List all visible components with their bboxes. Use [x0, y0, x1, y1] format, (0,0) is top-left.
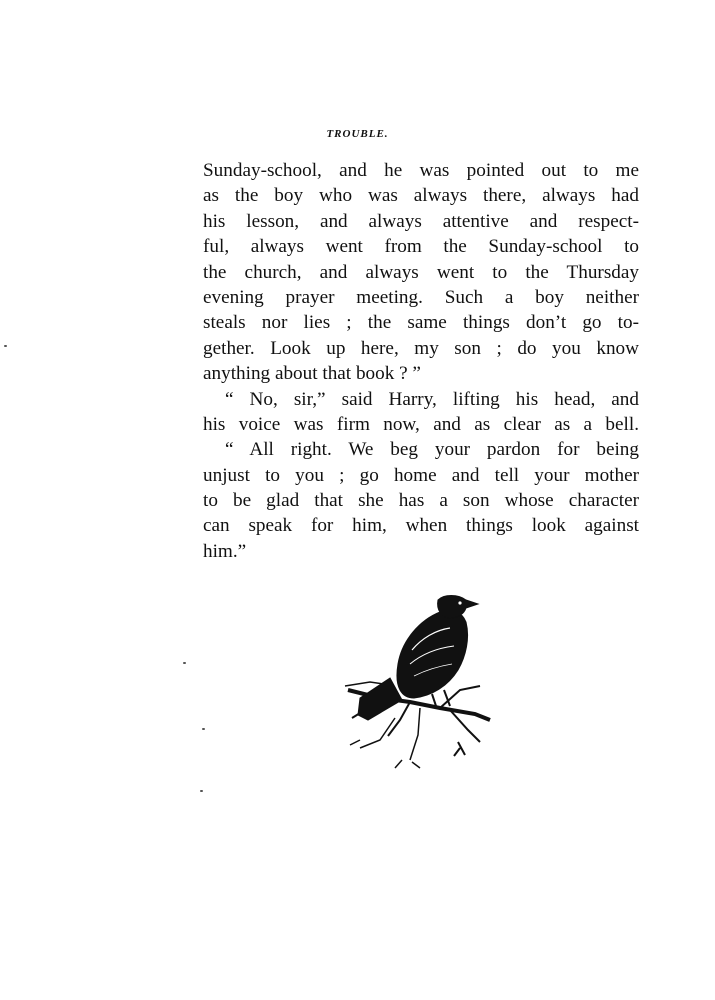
speck — [200, 790, 203, 792]
text-line: “ All right. We beg your pardon for being — [225, 439, 639, 461]
body-text — [203, 158, 639, 564]
bird-illustration — [340, 590, 500, 775]
text-line: ful, always went from the Sunday-school to — [203, 236, 639, 258]
text-line: can speak for him, when things look against — [203, 515, 639, 537]
text-line: his lesson, and always attentive and respect- — [203, 210, 639, 232]
text-line: as the boy who was always there, always had — [203, 185, 639, 207]
speck — [4, 345, 7, 347]
text-line: the church, and always went to the Thursday — [203, 261, 639, 283]
text-line: to be glad that she has a son whose character — [203, 490, 639, 512]
bird-on-branch-icon — [340, 590, 500, 775]
text-line: evening prayer meeting. Such a boy neither — [203, 286, 639, 308]
text-line: anything about that book ? ” — [203, 363, 421, 385]
running-head: TROUBLE. — [326, 128, 389, 140]
speck — [183, 662, 186, 664]
text-line: gether. Look up here, my son ; do you know — [203, 337, 639, 359]
text-line: Sunday-school, and he was pointed out to me — [203, 160, 639, 181]
text-line: him.” — [203, 540, 247, 562]
text-line: his voice was firm now, and as clear as a bell. — [203, 413, 639, 435]
text-line: steals nor lies ; the same things don’t go to- — [203, 312, 639, 334]
text-line: unjust to you ; go home and tell your mother — [203, 464, 639, 486]
speck — [202, 728, 205, 730]
text-line: “ No, sir,” said Harry, lifting his head, and — [225, 388, 639, 410]
